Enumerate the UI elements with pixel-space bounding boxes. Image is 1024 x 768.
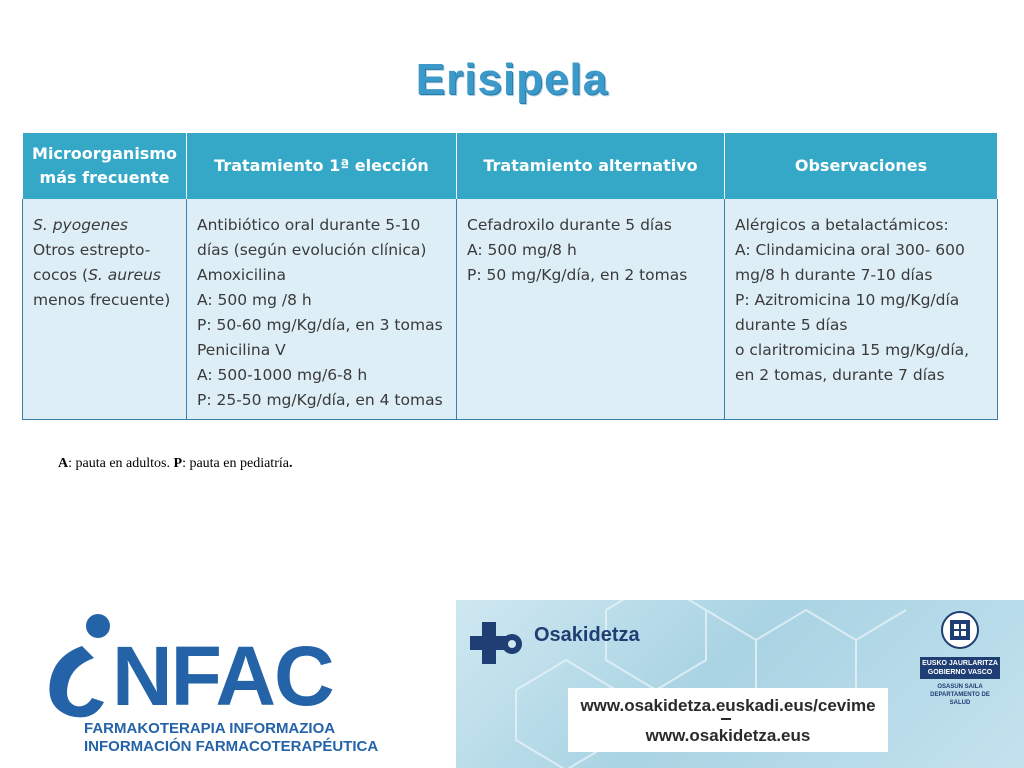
observation-line: A: Clindamicina oral 300- 600 <box>735 241 965 259</box>
observation-line: o claritromicina 15 mg/Kg/día, <box>735 341 970 359</box>
osakidetza-brand: Osakidetza <box>534 624 640 646</box>
first-choice-line: Amoxicilina <box>197 266 286 284</box>
observation-line: en 2 tomas, durante 7 días <box>735 366 945 384</box>
first-choice-line: días (según evolución clínica) <box>197 241 427 259</box>
cell-observations <box>725 199 998 420</box>
observation-line: durante 5 días <box>735 316 848 334</box>
species-other-line: Otros estrepto- <box>33 241 151 259</box>
first-choice-line: A: 500-1000 mg/6-8 h <box>197 366 368 384</box>
alternative-line: Cefadroxilo durante 5 días <box>467 216 672 234</box>
first-choice-line: Penicilina V <box>197 341 286 359</box>
treatment-table <box>22 133 998 420</box>
header-observations: Observaciones <box>725 133 998 199</box>
cell-microorganism <box>23 199 187 420</box>
header-microorganism: Microorganismo más frecuente <box>23 133 187 199</box>
alternative-line: P: 50 mg/Kg/día, en 2 tomas <box>467 266 688 284</box>
header-first-choice: Tratamiento 1ª elección <box>187 133 457 199</box>
cell-first-choice <box>187 199 457 420</box>
observation-line: mg/8 h durante 7-10 días <box>735 266 933 284</box>
cell-alternative <box>457 199 725 420</box>
logo-subtitle-basque: FARMAKOTERAPIA INFORMAZIOA <box>84 720 336 737</box>
infac-i-icon <box>42 612 114 724</box>
observation-line: Alérgicos a betalactámicos: <box>735 216 949 234</box>
table-header-row <box>23 133 998 199</box>
osakidetza-cross-icon <box>468 620 524 666</box>
first-choice-line: Antibiótico oral durante 5-10 <box>197 216 421 234</box>
page-title: Erisipela <box>415 55 609 104</box>
header-alternative: Tratamiento alternativo <box>457 133 725 199</box>
table-row <box>23 199 998 420</box>
gov-name-box: EUSKO JAURLARITZA GOBIERNO VASCO <box>920 657 1000 679</box>
first-choice-line: A: 500 mg /8 h <box>197 291 312 309</box>
alternative-line: A: 500 mg/8 h <box>467 241 577 259</box>
first-choice-line: P: 25-50 mg/Kg/día, en 4 tomas <box>197 391 443 409</box>
coat-of-arms-icon <box>938 610 982 650</box>
species-other-line: menos frecuente) <box>33 291 171 309</box>
dosage-legend: A: pauta en adultos. P: pauta en pediatría. <box>58 456 293 471</box>
species-primary: S. pyogenes <box>33 216 128 234</box>
logo-subtitle-spanish: INFORMACIÓN FARMACOTERAPÉUTICA <box>84 738 379 755</box>
gobierno-vasco-logo <box>920 610 1000 707</box>
first-choice-line: P: 50-60 mg/Kg/día, en 3 tomas <box>197 316 443 334</box>
infac-logo <box>40 610 380 760</box>
species-other-line: cocos (S. aureus <box>33 266 161 284</box>
url-cevime-link[interactable]: www.osakidetza.euskadi.eus/cevime <box>580 696 876 715</box>
osakidetza-banner <box>456 600 1024 768</box>
url-osakidetza-link[interactable]: www.osakidetza.eus <box>645 726 811 745</box>
logo-wordmark: NFAC <box>112 629 333 723</box>
url-separator <box>721 718 731 720</box>
observation-line: P: Azitromicina 10 mg/Kg/día <box>735 291 960 309</box>
gov-department: OSASUN SAILA DEPARTAMENTO DE SALUD <box>930 684 990 706</box>
